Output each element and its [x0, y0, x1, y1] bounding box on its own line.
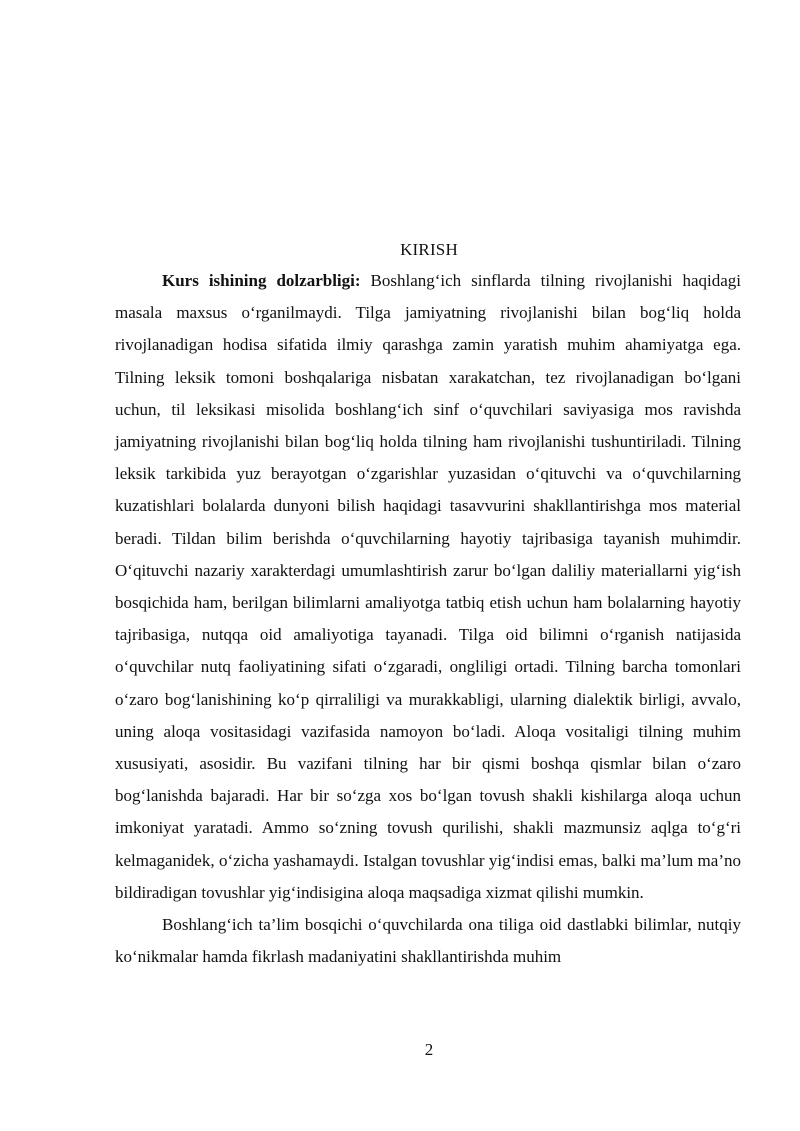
body-text [115, 265, 741, 973]
page-number: 2 [424, 1040, 434, 1059]
section-heading: KIRISH [400, 240, 458, 259]
paragraph-1-text: Boshlang‘ich sinflarda tilning rivojlanishi haqidagi masala maxsus o‘rganilmaydi. Tilga jamiyatning rivojlanishi bilan bog‘liq holda rivojlanadigan hodisa sifatida ilmiy qarashga zamin yaratish muhim ahamiyatga ega. Tilning leksik tomoni boshqalariga nisbatan xarakatchan, tez rivojlanadigan bo‘lgani uchun, til leksikasi misolida boshlang‘ich sinf o‘quvchilari saviyasiga mos ravishda jamiyatning rivojlanishi bilan bog‘liq holda tilning ham rivojlanishi tushuntiriladi. Tilning leksik tarkibida yuz berayotgan o‘zgarishlar yuzasidan o‘qituvchi va o‘quvchilarning kuzatishlari bolalarda dunyoni bilish haqidagi tasavvurini shakllantirishga mos material beradi. Tildan bilim berishda o‘quvchilarning hayotiy tajribasiga tayanish muhimdir. O‘qituvchi nazariy xarakterdagi umumlashtirish zarur bo‘lgan daliliy materiallarni yig‘ish bosqichida ham, berilgan bilimlarni amaliyotga tatbiq etish uchun ham bolalarning hayotiy tajribasiga, nutqqa oid amaliyotiga tayanadi. Tilga oid bilimni o‘rganish natijasida o‘quvchilar nutq faoliyatining sifati o‘zgaradi, ongliligi ortadi. Tilning barcha tomonlari o‘zaro bog‘lanishining ko‘p qirraliligi va murakkabligi, ularning dialektik birligi, avvalo, uning aloqa vositasidagi vazifasida namoyon bo‘ladi. Aloqa vositaligi tilning muhim xususiyati, asosidir. Bu vazifani tilning har bir qismi boshqa qismlar bilan o‘zaro bog‘lanishda bajaradi. Har bir so‘zga xos bo‘lgan tovush shakli kishilarga aloqa uchun imkoniyat yaratadi. Ammo so‘zning tovush qurilishi, shakli mazmunsiz aqlga to‘g‘ri kelmaganidek, o‘zicha yashamaydi. Istalgan tovushlar yig‘indisi emas, balki ma’lum ma’no bildiradigan tovushlar yig‘indisigina aloqa maqsadiga xizmat qilishi mumkin. [115, 271, 741, 902]
paragraph-2: Boshlang‘ich ta’lim bosqichi o‘quvchilarda ona tiliga oid dastlabki bilimlar, nutqiy ko‘nikmalar hamda fikrlash madaniyatini shakllantirishda muhim [115, 915, 741, 967]
paragraph-1 [115, 265, 741, 909]
paragraph-lead: Kurs ishining dolzarbligi: [162, 271, 361, 290]
